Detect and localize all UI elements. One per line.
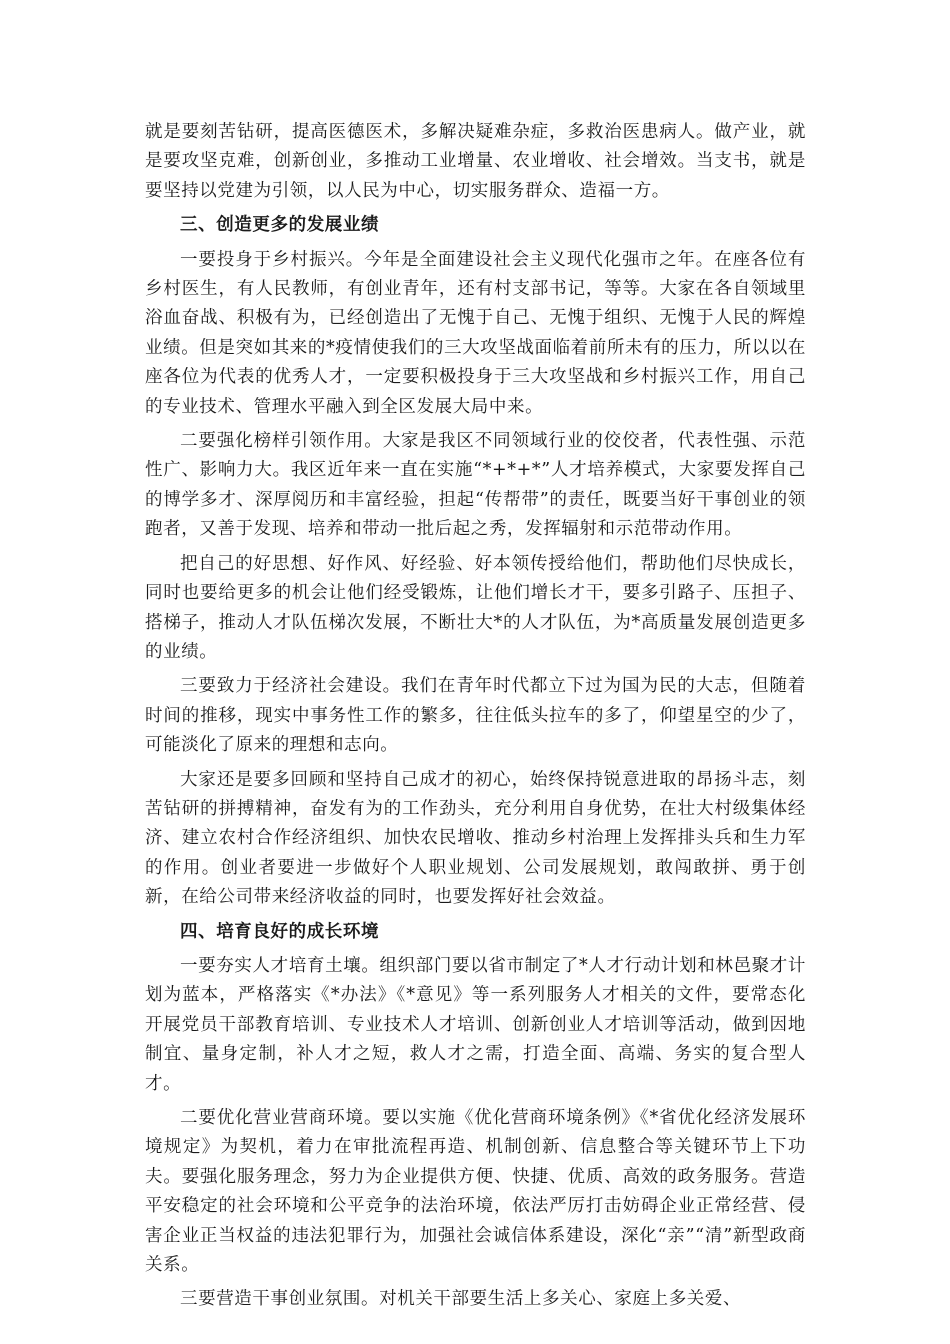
paragraph-role-model: 二要强化榜样引领作用。大家是我区不同领域行业的佼佼者，代表性强、示范性广、影响力大。我区近年来一直在实施“*+*+*”人才培养模式，大家要发挥自己的博学多才、深厚阅历和丰富经验，担起“传帮带”的责任，既要当好干事创业的领跑者，又善于发现、培养和带动一批后起之秀，发挥辐射和示范带动作用。 xyxy=(145,431,806,540)
paragraph-work-atmosphere: 三要营造干事创业氛围。对机关干部要生活上多关心、家庭上多关爱、 xyxy=(180,1289,742,1310)
paragraph-continuation: 就是要刻苦钻研，提高医德医术，多解决疑难杂症，多救治医患病人。做产业，就是要攻坚克难，创新创业，多推动工业增量、农业增收、社会增效。当支书，就是要坚持以党建为引领，以人民为中心，切实服务群众、造福一方。 xyxy=(145,122,806,201)
paragraph-business-environment: 二要优化营业营商环境。要以实施《优化营商环境条例》《*省优化经济发展环境规定》为契机，着力在审批流程再造、机制创新、信息整合等关键环节上下功夫。要强化服务理念，努力为企业提供方便、快捷、优质、高效的政务服务。营造平安稳定的社会环境和公平竞争的法治环境，依法严厉打击妨碍企业正常经营、侵害企业正当权益的违法犯罪行为，加强社会诚信体系建设，深化“亲”“清”新型政商关系。 xyxy=(145,1108,806,1276)
section-heading-4: 四、培育良好的成长环境 xyxy=(180,921,380,942)
paragraph-talent-soil: 一要夯实人才培育土壤。组织部门要以省市制定了*人才行动计划和林邑聚才计划为蓝本，严格落实《*办法》《*意见》等一系列服务人才相关的文件，要常态化开展党员干部教育培训、专业技术人才培训、创新创业人才培训等活动，做到因地制宜、量身定制，补人才之短，救人才之需，打造全面、高端、务实的复合型人才。 xyxy=(145,955,806,1094)
paragraph-original-aspiration: 大家还是要多回顾和坚持自己成才的初心，始终保持锐意进取的昂扬斗志，刻苦钻研的拼搏精神，奋发有为的工作劲头，充分利用自身优势，在壮大村级集体经济、建立农村合作经济组织、加快农民增收、推动乡村治理上发挥排头兵和生力军的作用。创业者要进一步做好个人职业规划、公司发展规划，敢闯敢拼、勇于创新，在给公司带来经济收益的同时，也要发挥好社会效益。 xyxy=(145,769,806,908)
paragraph-economic-construction: 三要致力于经济社会建设。我们在青年时代都立下过为国为民的大志，但随着时间的推移，现实中事务性工作的繁多，往往低头拉车的多了，仰望星空的少了，可能淡化了原来的理想和志向。 xyxy=(145,676,806,756)
paragraph-mentoring: 把自己的好思想、好作风、好经验、好本领传授给他们，帮助他们尽快成长，同时也要给更多的机会让他们经受锻炼，让他们增长才干，要多引路子、压担子、搭梯子，推动人才队伍梯次发展，不断壮大*的人才队伍，为*高质量发展创造更多的业绩。 xyxy=(145,553,806,662)
paragraph-rural-revitalization: 一要投身于乡村振兴。今年是全面建设社会主义现代化强市之年。在座各位有乡村医生，有人民教师，有创业青年，还有村支部书记，等等。大家在各自领域里浴血奋战、积极有为，已经创造出了无愧于自己、无愧于组织、无愧于人民的辉煌业绩。但是突如其来的*疫情使我们的三大攻坚战面临着前所未有的压力，所以以在座各位为代表的优秀人才，一定要积极投身于三大攻坚战和乡村振兴工作，用自己的专业技术、管理水平融入到全区发展大局中来。 xyxy=(145,249,806,417)
section-heading-3: 三、创造更多的发展业绩 xyxy=(180,215,380,236)
